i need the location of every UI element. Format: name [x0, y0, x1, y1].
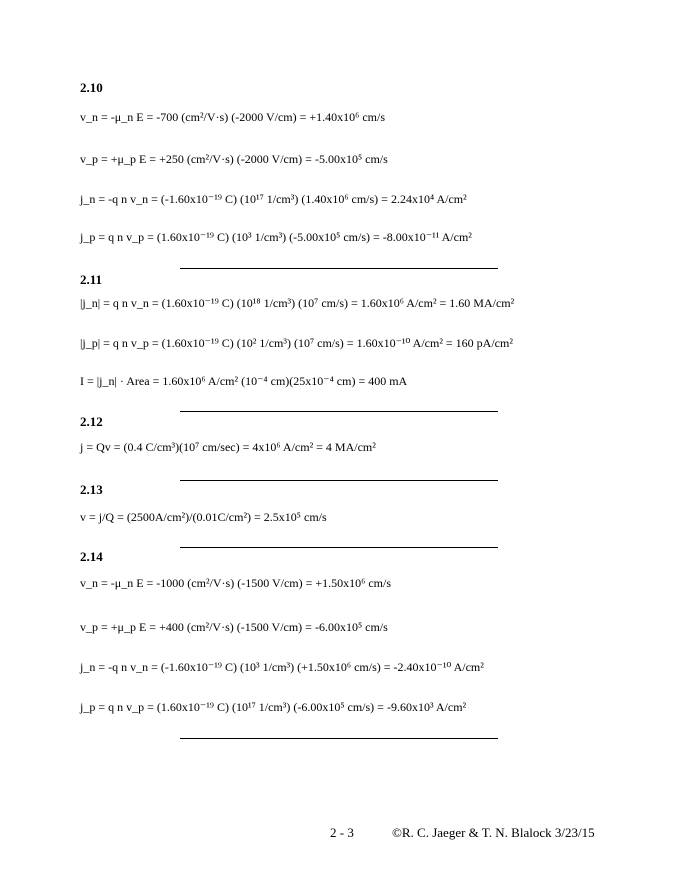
section-divider: [180, 480, 498, 481]
equation: |j_n| = q n v_n = (1.60x10⁻¹⁹ C) (10¹⁸ 1/cm³) (10⁷ cm/s) = 1.60x10⁶ A/cm² = 1.60 MA/cm²: [80, 296, 515, 310]
copyright-notice: ©R. C. Jaeger & T. N. Blalock 3/23/15: [392, 825, 595, 840]
equation: I = |j_n| · Area = 1.60x10⁶ A/cm² (10⁻⁴ cm)(25x10⁻⁴ cm) = 400 mA: [80, 374, 408, 388]
equation: j = Qv = (0.4 C/cm³)(10⁷ cm/sec) = 4x10⁶ A/cm² = 4 MA/cm²: [80, 440, 376, 454]
section-divider: [180, 411, 498, 412]
equation: v = j/Q = (2500A/cm²)/(0.01C/cm²) = 2.5x10⁵ cm/s: [80, 510, 327, 524]
section-heading: 2.11: [80, 272, 103, 287]
equation: j_n = -q n v_n = (-1.60x10⁻¹⁹ C) (10³ 1/cm³) (+1.50x10⁶ cm/s) = -2.40x10⁻¹⁰ A/cm²: [80, 660, 484, 674]
section-heading: 2.13: [80, 482, 103, 497]
equation: v_p = +μ_p E = +400 (cm²/V·s) (-1500 V/cm) = -6.00x10⁵ cm/s: [80, 620, 388, 634]
equation: v_n = -μ_n E = -1000 (cm²/V·s) (-1500 V/cm) = +1.50x10⁶ cm/s: [80, 576, 392, 590]
equation: j_n = -q n v_n = (-1.60x10⁻¹⁹ C) (10¹⁷ 1/cm³) (1.40x10⁶ cm/s) = 2.24x10⁴ A/cm²: [80, 192, 467, 206]
page-number: 2 - 3: [330, 825, 354, 840]
equation: j_p = q n v_p = (1.60x10⁻¹⁹ C) (10¹⁷ 1/cm³) (-6.00x10⁵ cm/s) = -9.60x10³ A/cm²: [80, 700, 467, 714]
section-divider: [180, 738, 498, 739]
equation: j_p = q n v_p = (1.60x10⁻¹⁹ C) (10³ 1/cm³) (-5.00x10⁵ cm/s) = -8.00x10⁻¹¹ A/cm²: [80, 230, 472, 244]
section-heading: 2.12: [80, 414, 103, 429]
section-heading: 2.14: [80, 549, 103, 564]
equation: v_n = -μ_n E = -700 (cm²/V·s) (-2000 V/cm) = +1.40x10⁶ cm/s: [80, 110, 386, 124]
equation: |j_p| = q n v_p = (1.60x10⁻¹⁹ C) (10² 1/cm³) (10⁷ cm/s) = 1.60x10⁻¹⁰ A/cm² = 160 pA/cm²: [80, 336, 513, 350]
equation: v_p = +μ_p E = +250 (cm²/V·s) (-2000 V/cm) = -5.00x10⁵ cm/s: [80, 152, 388, 166]
section-divider: [180, 547, 498, 548]
section-divider: [180, 268, 498, 269]
section-heading: 2.10: [80, 80, 103, 95]
